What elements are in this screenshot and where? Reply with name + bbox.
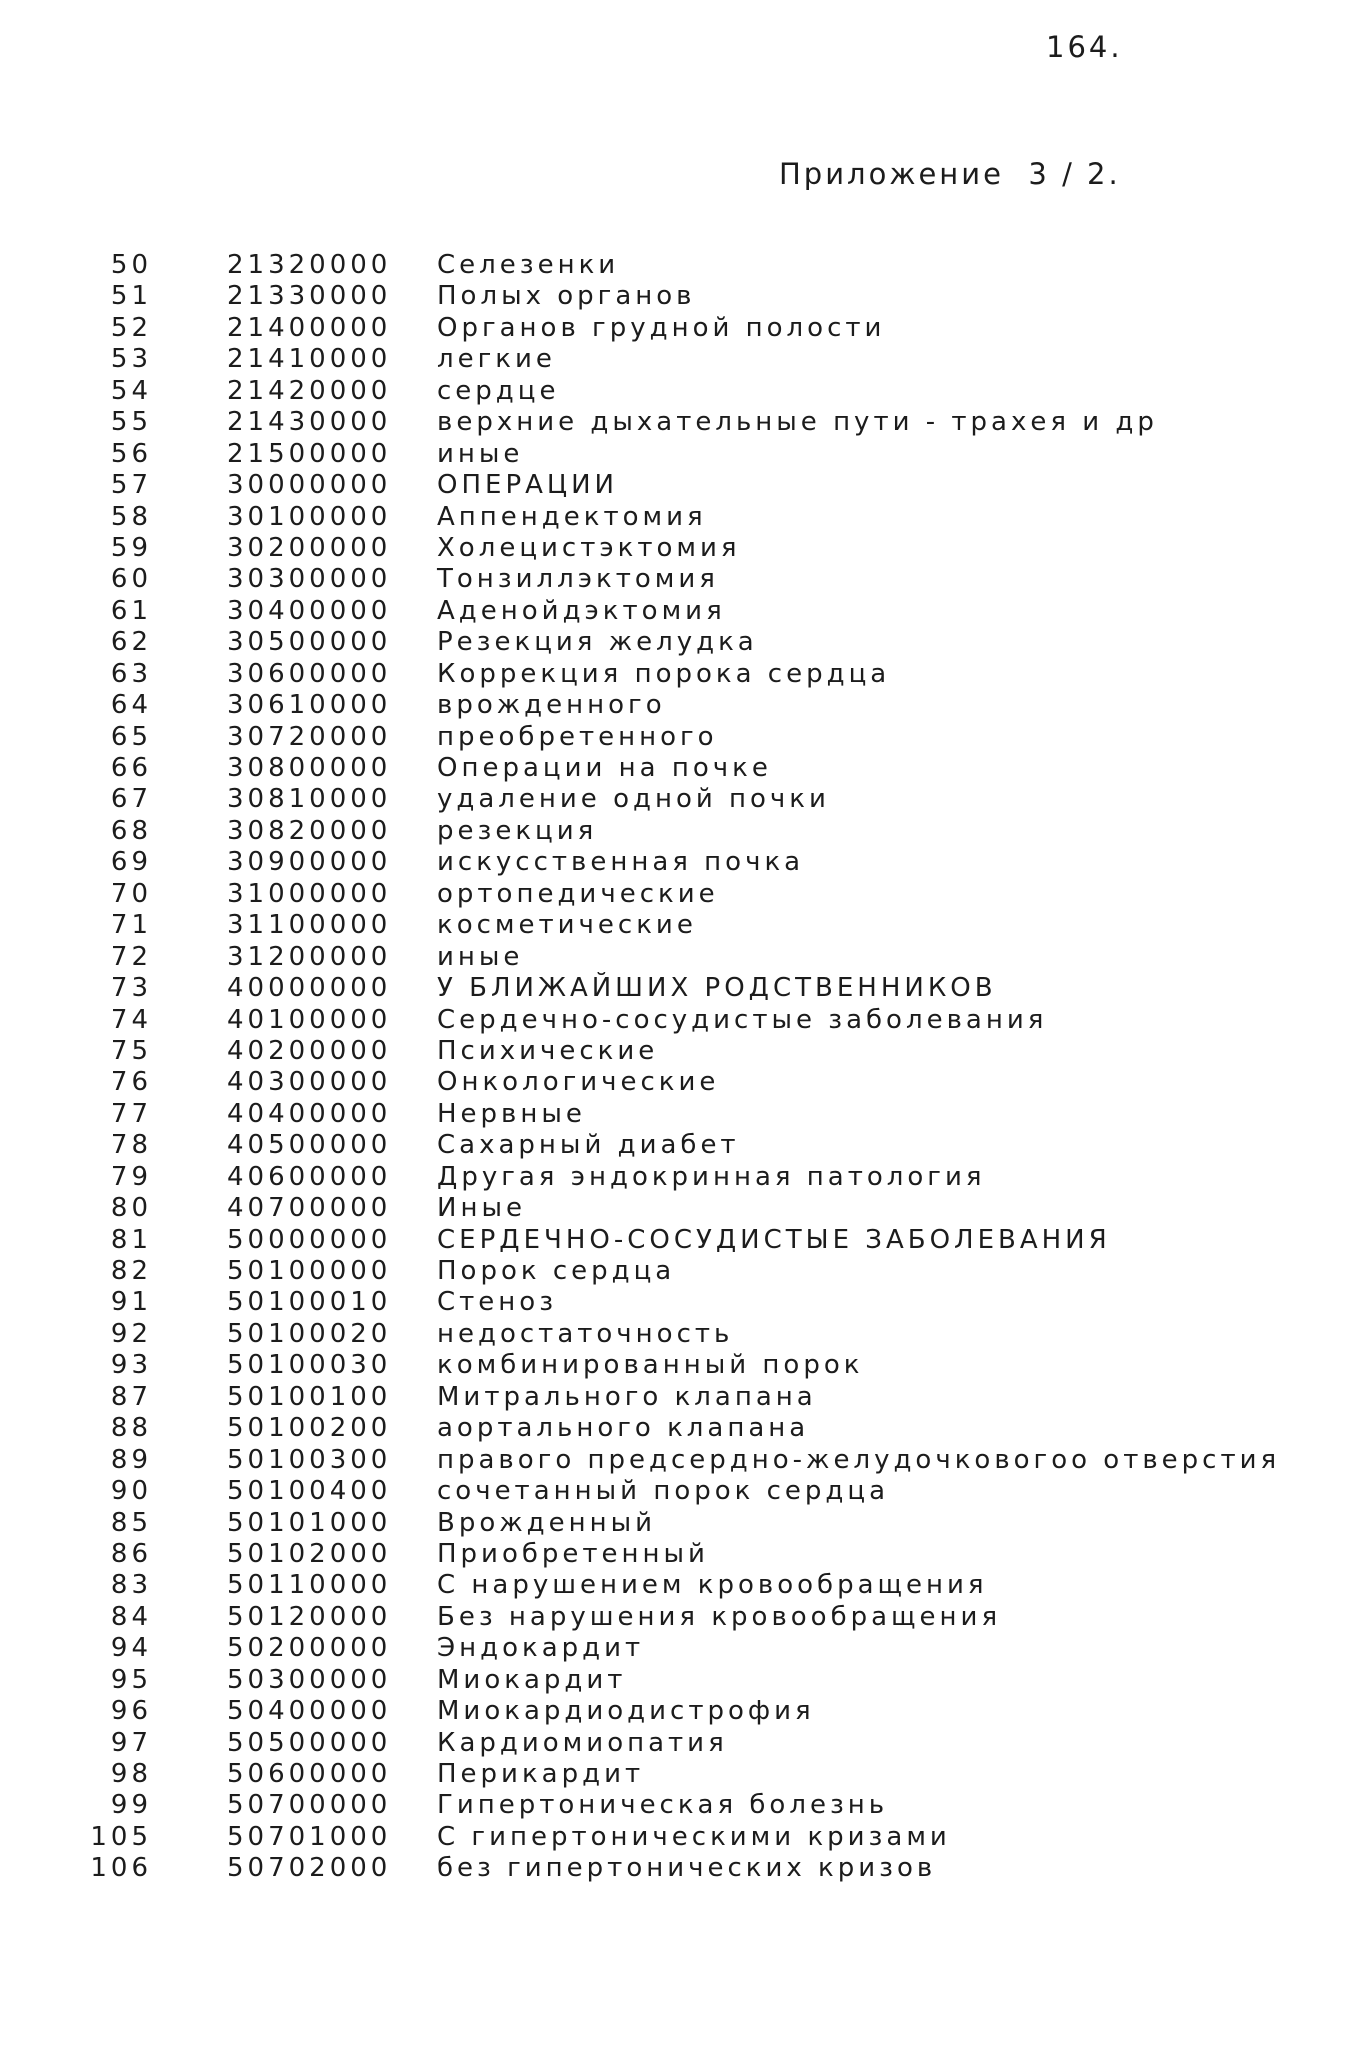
table-row: [0, 407, 1350, 438]
row-description: С нарушением кровообращения: [437, 1570, 988, 1601]
row-code: 40200000: [227, 1035, 392, 1066]
table-row: [0, 1067, 1350, 1098]
table-row: [0, 1319, 1350, 1350]
row-code: 50101000: [227, 1507, 392, 1538]
row-description: У БЛИЖАЙШИХ РОДСТВЕННИКОВ: [437, 973, 997, 1004]
row-code: 40400000: [227, 1098, 392, 1129]
row-description: сочетанный порок сердца: [437, 1476, 890, 1507]
row-description: ОПЕРАЦИИ: [437, 470, 618, 501]
row-code: 40500000: [227, 1130, 392, 1161]
table-row: [0, 1162, 1350, 1193]
row-number: 60: [110, 564, 152, 595]
table-row: [0, 1602, 1350, 1633]
row-description: ортопедические: [437, 878, 719, 909]
row-description: Психические: [437, 1035, 659, 1066]
row-number: 92: [110, 1318, 152, 1349]
row-number: 69: [110, 847, 152, 878]
row-code: 30300000: [227, 564, 392, 595]
row-description: иные: [437, 941, 524, 972]
row-number: 80: [110, 1193, 152, 1224]
row-description: Сердечно-сосудистые заболевания: [437, 1004, 1048, 1035]
table-row: [0, 1853, 1350, 1884]
row-number: 82: [110, 1256, 152, 1286]
row-code: 30820000: [227, 815, 392, 846]
row-number: 63: [110, 658, 152, 689]
table-row: [0, 564, 1350, 595]
row-number: 70: [110, 878, 152, 909]
row-description: Онкологические: [437, 1067, 720, 1098]
row-code: 30000000: [227, 470, 392, 501]
row-number: 78: [110, 1130, 152, 1161]
table-row: [0, 1130, 1350, 1161]
table-row: [0, 1696, 1350, 1727]
table-row: [0, 690, 1350, 721]
row-description: недостаточность: [437, 1318, 734, 1349]
row-code: 50400000: [227, 1696, 392, 1727]
table-row: [0, 1382, 1350, 1413]
row-code: 50120000: [227, 1601, 392, 1632]
row-number: 79: [110, 1161, 152, 1192]
row-description: правого предсердно-желудочковогоо отверстия: [437, 1444, 1281, 1475]
row-number: 90: [110, 1476, 152, 1507]
row-number: 57: [110, 470, 152, 501]
row-description: Стеноз: [437, 1287, 558, 1318]
row-description: удаление одной почки: [437, 784, 830, 815]
row-number: 86: [110, 1538, 152, 1569]
table-row: [0, 722, 1350, 753]
row-code: 40000000: [227, 973, 392, 1004]
row-description: комбинированный порок: [437, 1350, 864, 1381]
table-row: [0, 1476, 1350, 1507]
row-number: 55: [110, 407, 152, 438]
table-row: [0, 1665, 1350, 1696]
table-row: [0, 942, 1350, 973]
row-description: Кардиомиопатия: [437, 1727, 728, 1758]
row-description: Полых органов: [437, 281, 696, 312]
row-number: 56: [110, 438, 152, 469]
row-description: Другая эндокринная патология: [437, 1161, 986, 1192]
table-row: [0, 1256, 1350, 1287]
row-number: 58: [110, 501, 152, 532]
row-number: 73: [110, 973, 152, 1004]
table-row: [0, 502, 1350, 533]
row-code: 21400000: [227, 312, 392, 343]
row-code: 50600000: [227, 1759, 392, 1789]
row-number: 91: [110, 1287, 152, 1318]
row-number: 67: [110, 784, 152, 815]
row-description: Порок сердца: [437, 1256, 676, 1286]
row-number: 54: [110, 375, 152, 406]
row-code: 50100100: [227, 1381, 392, 1412]
row-number: 89: [110, 1444, 152, 1475]
row-description: Селезенки: [437, 250, 620, 280]
row-description: косметические: [437, 910, 697, 941]
row-number: 99: [110, 1790, 152, 1821]
row-description: Гипертоническая болезнь: [437, 1790, 889, 1821]
row-code: 50100020: [227, 1318, 392, 1349]
row-code: 30800000: [227, 753, 392, 783]
row-description: Без нарушения кровообращения: [437, 1601, 1002, 1632]
row-code: 30500000: [227, 627, 392, 658]
appendix-title: Приложение 3 / 2.: [779, 157, 1121, 191]
row-code: 40700000: [227, 1193, 392, 1224]
row-description: Иные: [437, 1193, 526, 1224]
table-row: [0, 344, 1350, 375]
table-row: [0, 627, 1350, 658]
row-number: 83: [110, 1570, 152, 1601]
row-number: 74: [110, 1004, 152, 1035]
row-number: 52: [110, 312, 152, 343]
row-code: 50100400: [227, 1476, 392, 1507]
row-code: 30200000: [227, 532, 392, 563]
row-number: 81: [110, 1224, 152, 1255]
table-row: [0, 470, 1350, 501]
row-code: 50100200: [227, 1413, 392, 1444]
table-row: [0, 1413, 1350, 1444]
row-number: 59: [110, 532, 152, 563]
row-description: Эндокардит: [437, 1633, 645, 1664]
table-row: [0, 1728, 1350, 1759]
row-description: Аденойдэктомия: [437, 595, 726, 626]
row-description: искусственная почка: [437, 847, 805, 878]
row-code: 30900000: [227, 847, 392, 878]
row-description: сердце: [437, 375, 560, 406]
row-code: 31100000: [227, 910, 392, 941]
row-code: 31200000: [227, 941, 392, 972]
row-code: 50102000: [227, 1538, 392, 1569]
table-row: [0, 879, 1350, 910]
row-description: С гипертоническими кризами: [437, 1821, 951, 1852]
row-number: 77: [110, 1098, 152, 1129]
row-number: 71: [110, 910, 152, 941]
row-code: 21420000: [227, 375, 392, 406]
row-description: врожденного: [437, 690, 666, 721]
table-row: [0, 847, 1350, 878]
table-row: [0, 1350, 1350, 1381]
row-code: 21500000: [227, 438, 392, 469]
table-row: [0, 1790, 1350, 1821]
row-description: Нервные: [437, 1098, 586, 1129]
row-code: 40100000: [227, 1004, 392, 1035]
table-row: [0, 910, 1350, 941]
table-row: [0, 1193, 1350, 1224]
table-row: [0, 439, 1350, 470]
row-number: 66: [110, 753, 152, 783]
row-number: 64: [110, 690, 152, 721]
row-number: 105: [90, 1821, 152, 1852]
row-code: 21330000: [227, 281, 392, 312]
row-number: 76: [110, 1067, 152, 1098]
table-row: [0, 250, 1350, 281]
row-number: 97: [110, 1727, 152, 1758]
row-number: 87: [110, 1381, 152, 1412]
row-number: 62: [110, 627, 152, 658]
row-description: Резекция желудка: [437, 627, 758, 658]
row-number: 72: [110, 941, 152, 972]
row-description: легкие: [437, 344, 556, 375]
row-number: 95: [110, 1664, 152, 1695]
row-code: 30100000: [227, 501, 392, 532]
row-code: 40600000: [227, 1161, 392, 1192]
row-description: верхние дыхательные пути - трахея и др: [437, 407, 1158, 438]
row-code: 50110000: [227, 1570, 392, 1601]
row-code: 50702000: [227, 1853, 392, 1884]
table-row: [0, 376, 1350, 407]
row-description: Миокардиодистрофия: [437, 1696, 815, 1727]
row-description: Тонзиллэктомия: [437, 564, 719, 595]
row-description: Врожденный: [437, 1507, 657, 1538]
table-row: [0, 1633, 1350, 1664]
row-number: 96: [110, 1696, 152, 1727]
table-row: [0, 281, 1350, 312]
row-number: 93: [110, 1350, 152, 1381]
table-row: [0, 753, 1350, 784]
table-row: [0, 1759, 1350, 1790]
table-row: [0, 816, 1350, 847]
table-row: [0, 784, 1350, 815]
row-code: 50100300: [227, 1444, 392, 1475]
row-number: 53: [110, 344, 152, 375]
row-number: 65: [110, 721, 152, 752]
table-row: [0, 1287, 1350, 1318]
row-description: резекция: [437, 815, 598, 846]
table-row: [0, 1445, 1350, 1476]
row-number: 85: [110, 1507, 152, 1538]
row-code: 30810000: [227, 784, 392, 815]
table-row: [0, 596, 1350, 627]
row-number: 68: [110, 815, 152, 846]
row-code: 40300000: [227, 1067, 392, 1098]
row-description: Холецистэктомия: [437, 532, 741, 563]
table-row: [0, 1570, 1350, 1601]
table-row: [0, 659, 1350, 690]
row-code: 50700000: [227, 1790, 392, 1821]
row-code: 21410000: [227, 344, 392, 375]
table-row: [0, 1508, 1350, 1539]
table-row: [0, 533, 1350, 564]
table-row: [0, 1099, 1350, 1130]
table-row: [0, 1036, 1350, 1067]
row-code: 30600000: [227, 658, 392, 689]
row-description: Аппендектомия: [437, 501, 707, 532]
row-description: без гипертонических кризов: [437, 1853, 937, 1884]
row-description: Операции на почке: [437, 753, 772, 783]
code-table: [0, 250, 1350, 1885]
row-code: 30720000: [227, 721, 392, 752]
row-description: Сахарный диабет: [437, 1130, 740, 1161]
row-number: 61: [110, 595, 152, 626]
row-description: Миокардит: [437, 1664, 627, 1695]
row-number: 98: [110, 1759, 152, 1789]
row-number: 75: [110, 1035, 152, 1066]
row-description: СЕРДЕЧНО-СОСУДИСТЫЕ ЗАБОЛЕВАНИЯ: [437, 1224, 1111, 1255]
row-description: аортального клапана: [437, 1413, 810, 1444]
row-description: Приобретенный: [437, 1538, 709, 1569]
row-number: 84: [110, 1601, 152, 1632]
page-number: 164.: [1046, 30, 1123, 64]
table-row: [0, 1822, 1350, 1853]
table-row: [0, 313, 1350, 344]
row-code: 31000000: [227, 878, 392, 909]
row-description: Коррекция порока сердца: [437, 658, 891, 689]
row-number: 51: [110, 281, 152, 312]
row-code: 50200000: [227, 1633, 392, 1664]
row-description: преобретенного: [437, 721, 718, 752]
row-number: 50: [110, 250, 152, 280]
row-code: 21430000: [227, 407, 392, 438]
row-description: Органов грудной полости: [437, 312, 886, 343]
row-description: Митрального клапана: [437, 1381, 817, 1412]
row-code: 50100010: [227, 1287, 392, 1318]
row-code: 30400000: [227, 595, 392, 626]
row-number: 88: [110, 1413, 152, 1444]
table-row: [0, 1225, 1350, 1256]
row-code: 50300000: [227, 1664, 392, 1695]
row-code: 50701000: [227, 1821, 392, 1852]
row-code: 50500000: [227, 1727, 392, 1758]
row-description: Перикардит: [437, 1759, 645, 1789]
row-code: 50000000: [227, 1224, 392, 1255]
row-number: 94: [110, 1633, 152, 1664]
row-code: 30610000: [227, 690, 392, 721]
row-description: иные: [437, 438, 524, 469]
table-row: [0, 1539, 1350, 1570]
row-number: 106: [90, 1853, 152, 1884]
table-row: [0, 973, 1350, 1004]
row-code: 50100000: [227, 1256, 392, 1286]
row-code: 50100030: [227, 1350, 392, 1381]
row-code: 21320000: [227, 250, 392, 280]
table-row: [0, 1005, 1350, 1036]
